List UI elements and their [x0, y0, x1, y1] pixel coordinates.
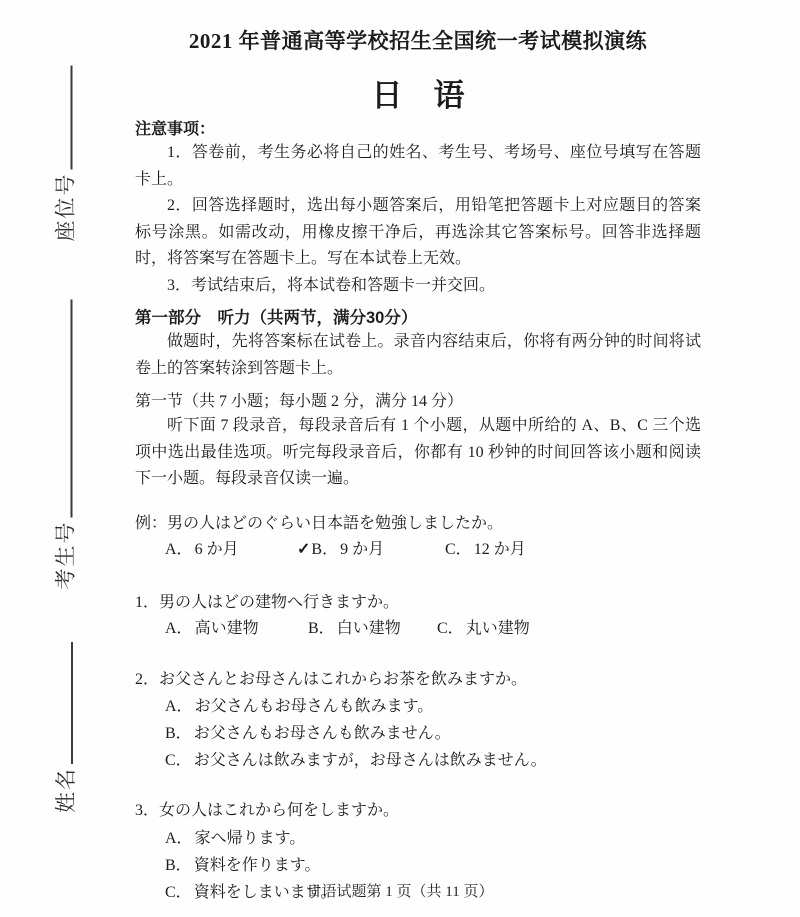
- question-2-option-c: C． お父さんは飲みますが，お母さんは飲みません。: [165, 752, 547, 769]
- page-footer: 日语试题第 1 页（共 11 页）: [306, 884, 494, 900]
- example-option-a: A． 6 か月: [165, 541, 239, 558]
- candidate-number-label: 考生号: [53, 520, 78, 590]
- question-3-text: 3．女の人はこれから何をしますか。: [135, 802, 400, 819]
- question-3-option-b: B． 資料を作ります。: [165, 856, 321, 874]
- section1-instructions: 听下面 7 段录音，每段录音后有 1 个小题，从题中所给的 A、B、C 三个选项中选出最佳选项。听完每段录音后，你都有 10 秒钟的时间回答该小题和阅读下一小题。每段录音仅读一遍。: [135, 417, 701, 487]
- example-option-b: ✓B． 9 か月: [297, 541, 385, 558]
- part1-intro: 做题时，先将答案标在试卷上。录音内容结束后，你将有两分钟的时间将试卷上的答案转涂到答题卡上。: [135, 333, 701, 377]
- notice-item-3: 3．考试结束后，将本试卷和答题卡一并交回。: [167, 276, 496, 294]
- notice-item-1: 1．答卷前，考生务必将自己的姓名、考生号、考场号、座位号填写在答题卡上。: [135, 144, 701, 188]
- seat-number-field: [53, 71, 79, 242]
- question-2-option-a: A． お父さんもお母さんも飲みます。: [165, 698, 434, 715]
- name-field: [53, 643, 79, 813]
- question-3-option-c: C． 資料をしまいます。: [165, 883, 337, 901]
- question-1-text: 1．男の人はどの建物へ行きますか。: [135, 593, 400, 611]
- exam-title: 2021 年普通高等学校招生全国统一考试模拟演练: [188, 29, 648, 53]
- question-3-option-a: A． 家へ帰ります。: [165, 829, 306, 847]
- part1-heading: 第一部分 听力（共两节，满分30分）: [135, 309, 418, 327]
- section1-heading: 第一节（共 7 小题；每小题 2 分，满分 14 分）: [135, 393, 464, 410]
- question-2-option-b: B． お父さんもお母さんも飲みません。: [165, 725, 451, 742]
- question-1-option-c: C． 丸い建物: [437, 620, 530, 637]
- question-1-options: [135, 616, 701, 643]
- example-option-c: C． 12 か月: [445, 541, 526, 558]
- example-label: 例：: [135, 514, 168, 532]
- subject-title: 日 语: [371, 78, 465, 113]
- question-1-option-a: A． 高い建物: [165, 620, 259, 637]
- notice-heading: 注意事项：: [135, 121, 216, 138]
- blank-line: [71, 642, 73, 764]
- blank-line: [71, 66, 73, 170]
- candidate-number-field: [53, 303, 79, 590]
- question-2: [135, 667, 701, 775]
- seat-number-label: 座位号: [53, 172, 78, 242]
- exam-content: [135, 0, 701, 906]
- question-1: [135, 590, 701, 643]
- blank-line: [71, 300, 73, 518]
- check-icon: ✓: [297, 541, 311, 558]
- question-2-text: 2．お父さんとお母さんはこれからお茶を飲みますか。: [135, 670, 528, 688]
- name-label: 姓名: [54, 767, 78, 813]
- example-options: [135, 537, 701, 564]
- example-question: [135, 511, 701, 538]
- question-1-option-b: B． 白い建物: [308, 620, 401, 637]
- notice-item-2: 2．回答选择题时，选出每小题答案后，用铅笔把答题卡上对应题目的答案标号涂黑。如需改动，用橡皮擦干净后，再选涂其它答案标号。回答非选择题时，将答案写在答题卡上。写在本试卷上无效。: [135, 197, 701, 267]
- example-question-text: 男の人はどのぐらい日本語を勉強しましたか。: [167, 514, 504, 532]
